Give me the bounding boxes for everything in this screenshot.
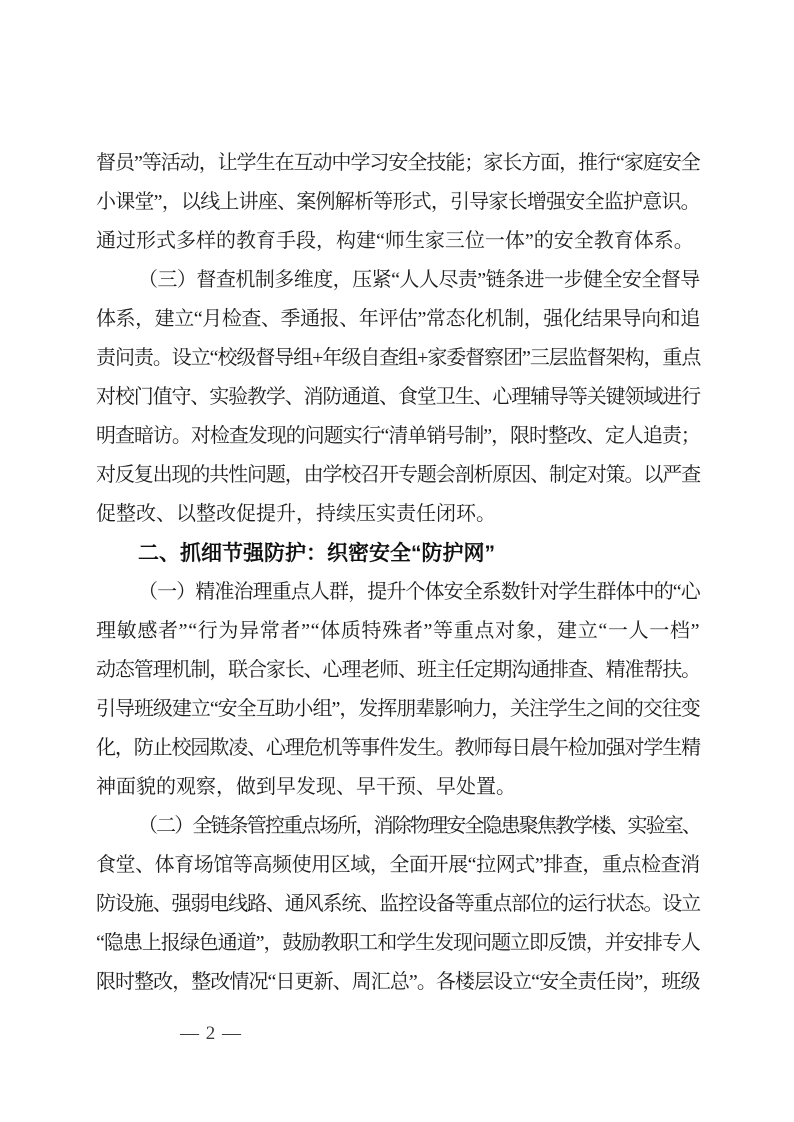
text-line bbox=[96, 456, 700, 495]
text-line bbox=[96, 768, 700, 807]
text-line bbox=[96, 300, 700, 339]
text-line bbox=[96, 924, 700, 963]
section-heading-block bbox=[96, 534, 700, 573]
paragraph bbox=[96, 807, 700, 1002]
text: 神面貌的观察，做到早发现、早干预、早处置。 bbox=[96, 776, 516, 798]
text-line bbox=[96, 183, 700, 222]
text: 责问责。设立“校级督导组+年级自查组+家委督察团”三层监督架构，重点 bbox=[96, 347, 701, 369]
text: “隐患上报绿色通道”，鼓励教职工和学生发现问题立即反馈，并安排专人 bbox=[96, 932, 700, 954]
text-line bbox=[96, 963, 700, 1002]
section-heading bbox=[96, 534, 700, 573]
paragraph bbox=[96, 261, 700, 534]
text: 对校门值守、实验教学、消防通道、食堂卫生、心理辅导等关键领域进行 bbox=[96, 386, 700, 408]
text: 限时整改，整改情况“日更新、周汇总”。各楼层设立“安全责任岗”，班级 bbox=[96, 971, 700, 993]
text-line bbox=[96, 807, 700, 846]
text-line bbox=[96, 417, 700, 456]
text-line bbox=[96, 222, 700, 261]
text: 引导班级建立“安全互助小组”，发挥朋辈影响力，关注学生之间的交往变 bbox=[96, 698, 700, 720]
text: 体系，建立“月检查、季通报、年评估”常态化机制，强化结果导向和追 bbox=[96, 308, 700, 330]
text: 小课堂”，以线上讲座、案例解析等形式，引导家长增强安全监护意识。 bbox=[96, 191, 700, 213]
text: （三）督查机制多维度，压紧“人人尽责”链条进一步健全安全督导 bbox=[138, 269, 700, 291]
document-content bbox=[96, 144, 700, 1002]
text: 督员”等活动，让学生在互动中学习安全技能；家长方面，推行“家庭安全 bbox=[96, 152, 700, 174]
text: 对反复出现的共性问题，由学校召开专题会剖析原因、制定对策。以严查 bbox=[96, 464, 700, 486]
text-line bbox=[96, 378, 700, 417]
text-line bbox=[96, 261, 700, 300]
text-line bbox=[96, 339, 700, 378]
paragraph bbox=[96, 573, 700, 807]
text: 明查暗访。对检查发现的问题实行“清单销号制”，限时整改、定人追责； bbox=[96, 425, 700, 447]
text: 通过形式多样的教育手段，构建“师生家三位一体”的安全教育体系。 bbox=[96, 230, 694, 252]
text: 食堂、体育场馆等高频使用区域，全面开展“拉网式”排查，重点检查消 bbox=[96, 854, 700, 876]
text-line bbox=[96, 690, 700, 729]
text-line bbox=[96, 846, 700, 885]
text-line bbox=[96, 495, 700, 534]
text: 动态管理机制，联合家长、心理老师、班主任定期沟通排查、精准帮扶。 bbox=[96, 659, 700, 681]
text: 理敏感者”“行为异常者”“体质特殊者”等重点对象，建立“一人一档” bbox=[96, 620, 701, 642]
paragraph bbox=[96, 144, 700, 261]
text: 二、抓细节强防护：织密安全“防护网” bbox=[138, 542, 495, 565]
text: 促整改、以整改促提升，持续压实责任闭环。 bbox=[96, 503, 496, 525]
text-line bbox=[96, 885, 700, 924]
text: （二）全链条管控重点场所，消除物理安全隐患聚焦教学楼、实验室、 bbox=[138, 815, 700, 837]
text-line bbox=[96, 729, 700, 768]
text-line bbox=[96, 651, 700, 690]
text: （一）精准治理重点人群，提升个体安全系数针对学生群体中的“心 bbox=[138, 581, 700, 603]
page-number: — 2 — bbox=[180, 1023, 242, 1044]
text-line bbox=[96, 573, 700, 612]
text-line bbox=[96, 612, 700, 651]
text-line bbox=[96, 144, 700, 183]
text: 化，防止校园欺凌、心理危机等事件发生。教师每日晨午检加强对学生精 bbox=[96, 737, 700, 759]
text: 防设施、强弱电线路、通风系统、监控设备等重点部位的运行状态。设立 bbox=[96, 893, 700, 915]
